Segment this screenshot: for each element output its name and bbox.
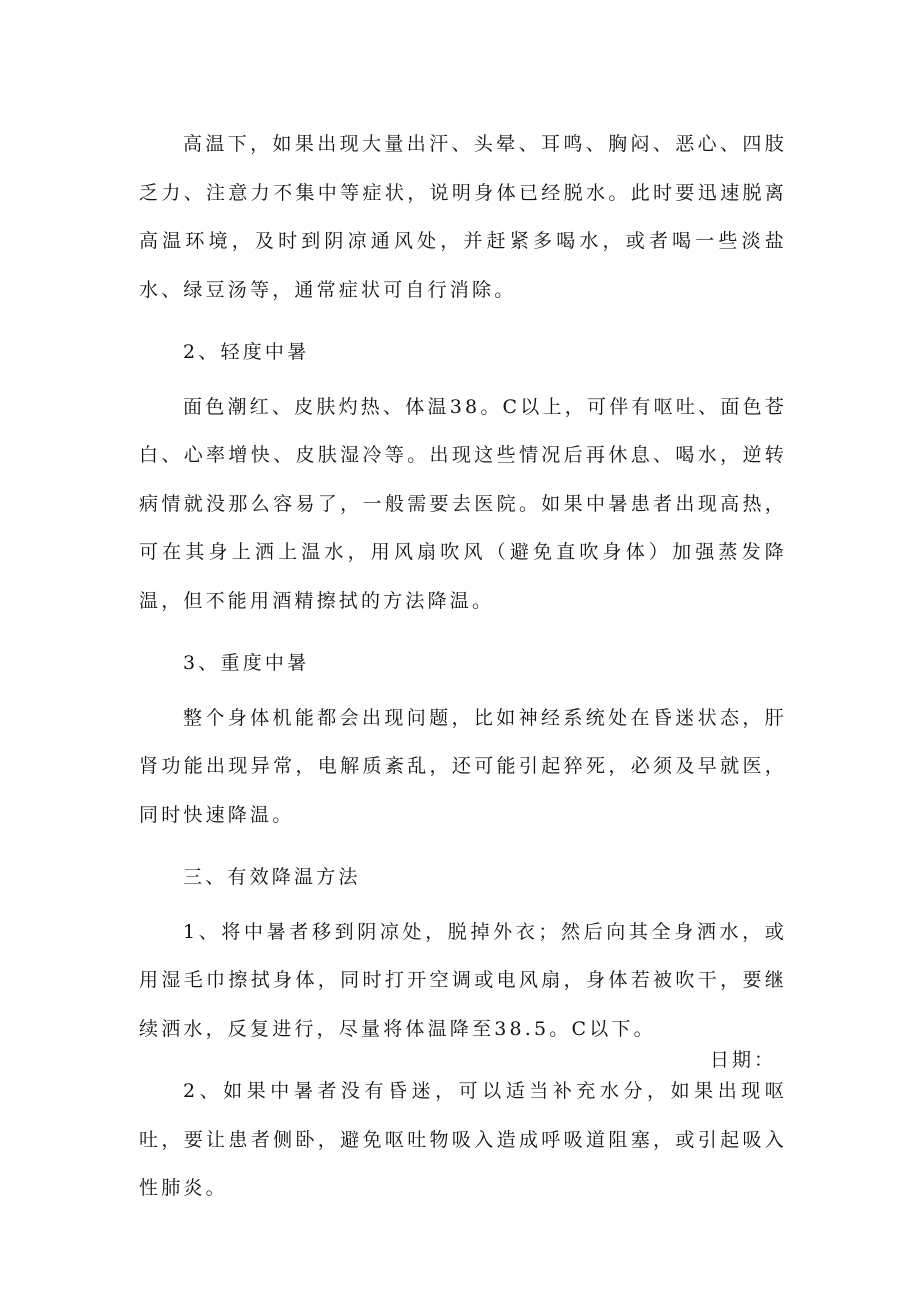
heading-severe-heatstroke: 3、重度中暑 [183, 652, 310, 674]
paragraph-cooling-step-1: 1、将中暑者移到阴凉处，脱掉外衣；然后向其全身洒水，或用湿毛巾擦拭身体，同时打开空调或电风扇，身体若被吹干，要继续洒水，反复进行，尽量将体温降至38.5。C以下。 [139, 920, 787, 1040]
heading-mild-heatstroke: 2、轻度中暑 [183, 341, 310, 363]
paragraph-severe-heatstroke: 整个身体机能都会出现问题，比如神经系统处在昏迷状态，肝肾功能出现异常，电解质紊乱，还可能引起猝死，必须及早就医，同时快速降温。 [139, 706, 787, 826]
paragraph-mild-heatstroke: 面色潮红、皮肤灼热、体温38。C以上，可伴有呕吐、面色苍白、心率增快、皮肤湿冷等。出现这些情况后再休息、喝水，逆转病情就没那么容易了，一般需要去医院。如果中暑患者出现高热，可在其身上洒上温水，用风扇吹风（避免直吹身体）加强蒸发降温，但不能用酒精擦拭的方法降温。 [139, 395, 787, 612]
document-body [139, 120, 787, 1227]
heading-cooling-methods: 三、有效降温方法 [183, 866, 361, 888]
paragraph-dehydration: 高温下，如果出现大量出汗、头晕、耳鸣、胸闷、恶心、四肢乏力、注意力不集中等症状，说明身体已经脱水。此时要迅速脱离高温环境，及时到阴凉通风处，并赶紧多喝水，或者喝一些淡盐水、绿豆汤等，通常症状可自行消除。 [139, 133, 787, 301]
paragraph-cooling-step-2: 2、如果中暑者没有昏迷，可以适当补充水分，如果出现呕吐，要让患者侧卧，避免呕吐物吸入造成呼吸道阻塞，或引起吸入性肺炎。 [139, 1080, 787, 1199]
date-label: 日期： [710, 1049, 777, 1071]
